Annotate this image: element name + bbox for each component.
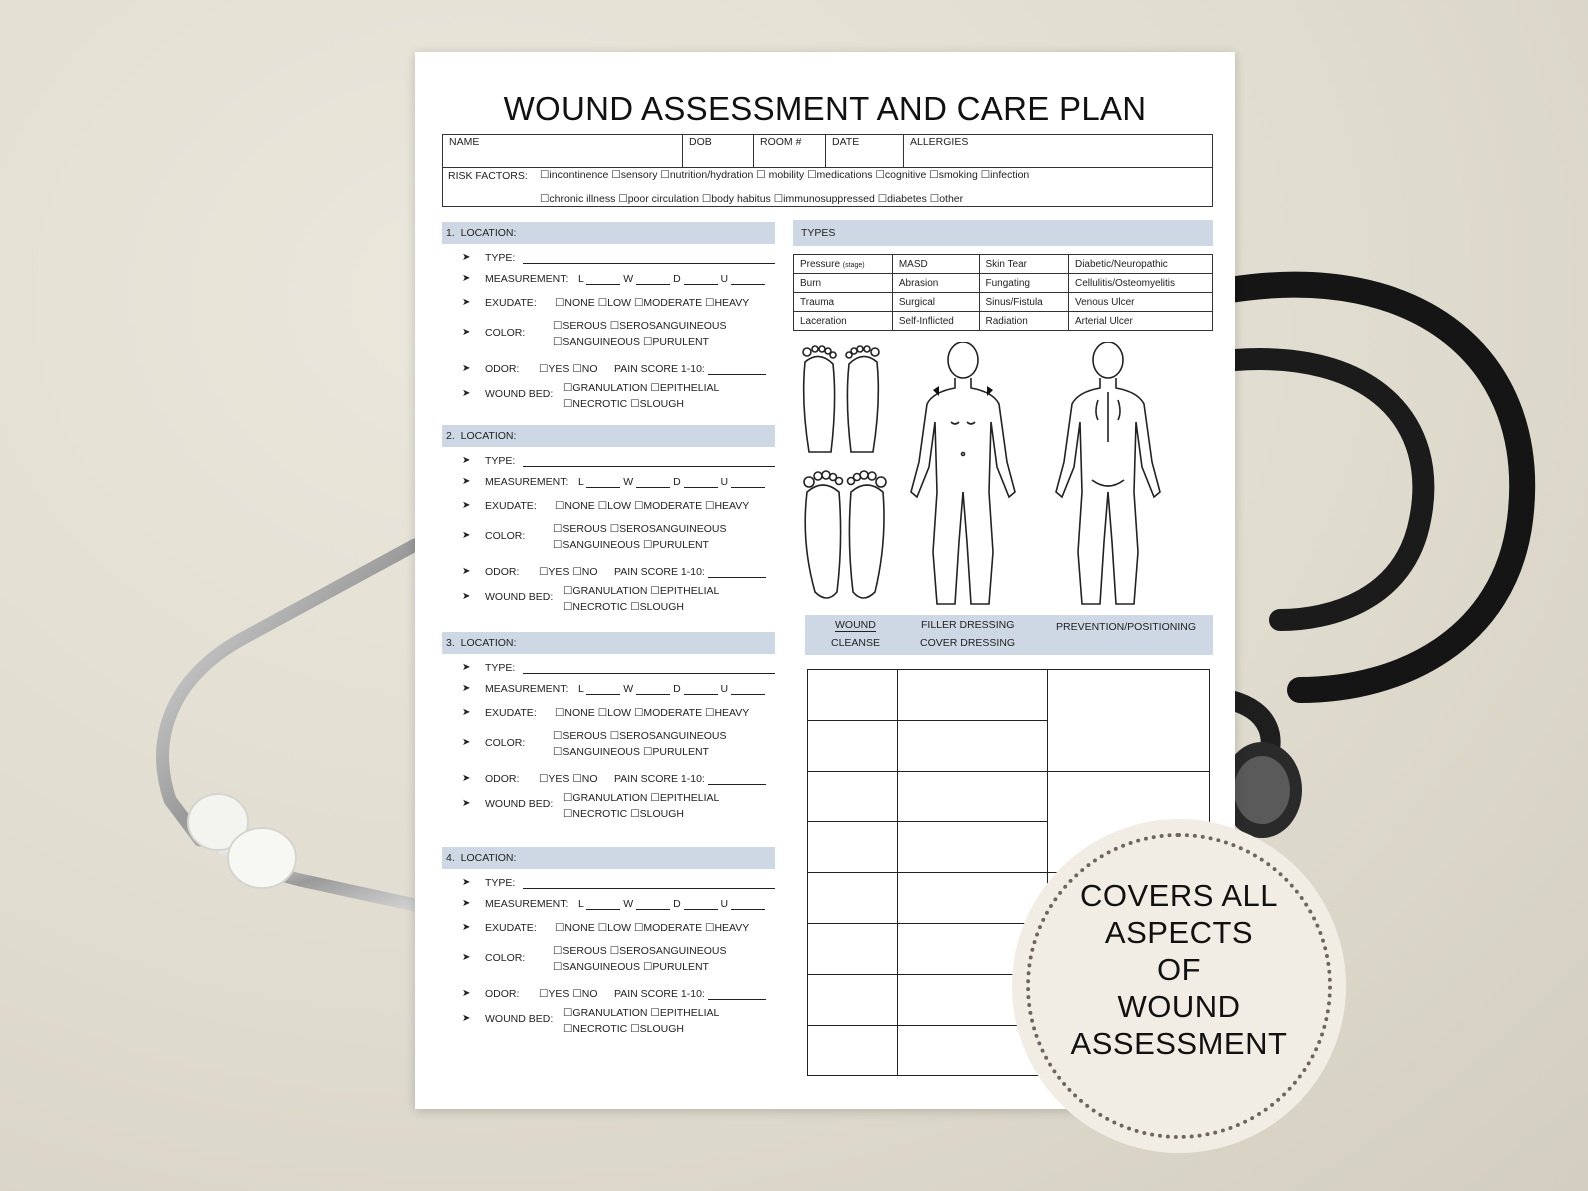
body-front-icon [911, 342, 1015, 604]
exudate-options [555, 707, 749, 719]
divider [903, 134, 904, 168]
allergies-field-label[interactable]: ALLERGIES [910, 136, 969, 148]
type-cell: Self-Inflicted [892, 312, 979, 331]
color-options-row2 [553, 746, 709, 758]
bed-slough-checkbox[interactable]: ☐ SLOUGH [630, 808, 684, 820]
risk-incontinence-checkbox[interactable]: ☐ incontinence [540, 169, 608, 181]
risk-poor-circulation-checkbox[interactable]: ☐ poor circulation [618, 193, 699, 205]
color-purulent-checkbox[interactable]: ☐ PURULENT [643, 539, 709, 551]
pain-score-field[interactable] [614, 988, 766, 1000]
exudate-heavy-checkbox[interactable]: ☐ HEAVY [705, 922, 749, 934]
bullet-arrow-icon: ➤ [462, 922, 471, 933]
risk-factors-row1 [540, 169, 1029, 181]
bed-epithelial-checkbox[interactable]: ☐ EPITHELIAL [650, 585, 719, 597]
bullet-arrow-icon: ➤ [462, 898, 471, 909]
wound-bed-row2 [563, 808, 684, 820]
bullet-arrow-icon: ➤ [462, 662, 471, 673]
risk-chronic-illness-checkbox[interactable]: ☐ chronic illness [540, 193, 615, 205]
room-field-label[interactable]: ROOM # [760, 136, 802, 148]
color-purulent-checkbox[interactable]: ☐ PURULENT [643, 336, 709, 348]
color-serous-checkbox[interactable]: ☐ SEROUS [553, 523, 607, 535]
color-label: COLOR: [485, 737, 526, 749]
pain-score-field[interactable] [614, 566, 766, 578]
wound-bed-row2 [563, 1023, 684, 1035]
bed-necrotic-checkbox[interactable]: ☐ NECROTIC [563, 808, 627, 820]
measurement-inputs[interactable]: L W D U [578, 683, 765, 695]
exudate-moderate-checkbox[interactable]: ☐ MODERATE [634, 707, 702, 719]
dob-field-label[interactable]: DOB [689, 136, 712, 148]
promo-badge [1012, 819, 1346, 1153]
care-wound-cell[interactable] [807, 923, 898, 975]
risk-smoking-checkbox[interactable]: ☐ smoking [929, 169, 978, 181]
type-cell: Surgical [892, 293, 979, 312]
bed-granulation-checkbox[interactable]: ☐ GRANULATION [563, 585, 648, 597]
care-wound-label: WOUND [835, 619, 876, 631]
type-cell: MASD [892, 255, 979, 274]
risk-medications-checkbox[interactable]: ☐ medications [807, 169, 872, 181]
bullet-arrow-icon: ➤ [462, 530, 471, 541]
form-title: WOUND ASSESSMENT AND CARE PLAN [503, 90, 1147, 127]
type-cell: Skin Tear [979, 255, 1068, 274]
exudate-low-checkbox[interactable]: ☐ LOW [598, 500, 631, 512]
type-cell: Trauma [794, 293, 893, 312]
wound-bed-row1 [563, 792, 719, 804]
pain-score-field[interactable] [614, 773, 766, 785]
exudate-label: EXUDATE: [485, 500, 537, 512]
odor-yes-checkbox[interactable]: ☐ YES [539, 773, 569, 785]
odor-label: ODOR: [485, 988, 520, 1000]
exudate-low-checkbox[interactable]: ☐ LOW [598, 707, 631, 719]
color-serosanguineous-checkbox[interactable]: ☐ SEROSANGUINEOUS [610, 945, 727, 957]
bed-necrotic-checkbox[interactable]: ☐ NECROTIC [563, 1023, 627, 1035]
color-serosanguineous-checkbox[interactable]: ☐ SEROSANGUINEOUS [610, 523, 727, 535]
measurement-inputs[interactable]: L W D U [578, 476, 765, 488]
odor-label: ODOR: [485, 773, 520, 785]
badge-line: COVERS ALL [1080, 878, 1278, 913]
exudate-options [555, 500, 749, 512]
bed-slough-checkbox[interactable]: ☐ SLOUGH [630, 398, 684, 410]
color-sanguineous-checkbox[interactable]: ☐ SANGUINEOUS [553, 961, 640, 973]
care-prevention-cell[interactable] [1047, 669, 1210, 772]
odor-yes-checkbox[interactable]: ☐ YES [539, 363, 569, 375]
exudate-low-checkbox[interactable]: ☐ LOW [598, 922, 631, 934]
color-label: COLOR: [485, 952, 526, 964]
bullet-arrow-icon: ➤ [462, 252, 471, 263]
color-purulent-checkbox[interactable]: ☐ PURULENT [643, 961, 709, 973]
type-cell: Pressure (stage) [794, 255, 893, 274]
bullet-arrow-icon: ➤ [462, 591, 471, 602]
type-cell: Burn [794, 274, 893, 293]
color-options-row1 [553, 945, 726, 957]
bullet-arrow-icon: ➤ [462, 737, 471, 748]
color-label: COLOR: [485, 530, 526, 542]
exudate-moderate-checkbox[interactable]: ☐ MODERATE [634, 500, 702, 512]
location-label: LOCATION: [460, 430, 517, 442]
color-options-row2 [553, 336, 709, 348]
odor-options [539, 566, 598, 578]
bullet-arrow-icon: ➤ [462, 388, 471, 399]
type-cell: Arterial Ulcer [1068, 312, 1212, 331]
types-header: TYPES [801, 227, 836, 239]
pain-score-label: PAIN SCORE 1-10: [614, 773, 705, 785]
badge-text [1012, 877, 1346, 1062]
exudate-moderate-checkbox[interactable]: ☐ MODERATE [634, 297, 702, 309]
bed-necrotic-checkbox[interactable]: ☐ NECROTIC [563, 398, 627, 410]
types-header-bar [793, 220, 1213, 246]
measurement-inputs[interactable]: L W D U [578, 273, 765, 285]
odor-no-checkbox[interactable]: ☐ NO [572, 363, 597, 375]
color-serous-checkbox[interactable]: ☐ SEROUS [553, 945, 607, 957]
feet-top-icon [803, 346, 879, 452]
bed-epithelial-checkbox[interactable]: ☐ EPITHELIAL [650, 382, 719, 394]
risk-factors-label: RISK FACTORS: [448, 170, 528, 182]
exudate-options [555, 922, 749, 934]
care-dressing-cell[interactable] [897, 669, 1048, 721]
section-2-location-bar[interactable]: 2. LOCATION: [442, 425, 775, 447]
color-serous-checkbox[interactable]: ☐ SEROUS [553, 320, 607, 332]
color-label: COLOR: [485, 327, 526, 339]
color-sanguineous-checkbox[interactable]: ☐ SANGUINEOUS [553, 746, 640, 758]
color-sanguineous-checkbox[interactable]: ☐ SANGUINEOUS [553, 539, 640, 551]
bullet-arrow-icon: ➤ [462, 476, 471, 487]
type-cell: Abrasion [892, 274, 979, 293]
name-field-label[interactable]: NAME [449, 136, 480, 148]
bed-slough-checkbox[interactable]: ☐ SLOUGH [630, 1023, 684, 1035]
pain-score-label: PAIN SCORE 1-10: [614, 363, 705, 375]
risk-other-checkbox[interactable]: ☐ other [930, 193, 963, 205]
exudate-heavy-checkbox[interactable]: ☐ HEAVY [705, 297, 749, 309]
color-options-row1 [553, 320, 726, 332]
wound-bed-row2 [563, 398, 684, 410]
wound-bed-row1 [563, 1007, 719, 1019]
risk-body-habitus-checkbox[interactable]: ☐ body habitus [702, 193, 771, 205]
measurement-label: MEASUREMENT: [485, 683, 569, 695]
exudate-heavy-checkbox[interactable]: ☐ HEAVY [705, 500, 749, 512]
type-input-line[interactable] [523, 252, 775, 264]
bullet-arrow-icon: ➤ [462, 363, 471, 374]
odor-options [539, 773, 598, 785]
care-wound-cell[interactable] [807, 974, 898, 1026]
color-options-row2 [553, 961, 709, 973]
risk-diabetes-checkbox[interactable]: ☐ diabetes [878, 193, 927, 205]
type-input-line[interactable] [523, 662, 775, 674]
bullet-arrow-icon: ➤ [462, 327, 471, 338]
exudate-none-checkbox[interactable]: ☐ NONE [555, 500, 595, 512]
care-wound-cell[interactable] [807, 669, 898, 721]
bullet-arrow-icon: ➤ [462, 988, 471, 999]
color-serosanguineous-checkbox[interactable]: ☐ SEROSANGUINEOUS [610, 730, 727, 742]
type-cell: Laceration [794, 312, 893, 331]
wound-bed-label: WOUND BED: [485, 388, 554, 400]
care-wound-cell[interactable] [807, 720, 898, 772]
wound-bed-label: WOUND BED: [485, 1013, 554, 1025]
feet-soles-icon [804, 471, 886, 598]
type-cell: Sinus/Fistula [979, 293, 1068, 312]
odor-options [539, 988, 598, 1000]
risk-factors-row2 [540, 193, 963, 205]
bullet-arrow-icon: ➤ [462, 798, 471, 809]
care-dressing-cell[interactable] [897, 821, 1048, 873]
color-sanguineous-checkbox[interactable]: ☐ SANGUINEOUS [553, 336, 640, 348]
risk-sensory-checkbox[interactable]: ☐ sensory [611, 169, 657, 181]
wound-types-table [793, 254, 1213, 331]
divider [753, 134, 754, 168]
type-label: TYPE: [485, 662, 516, 674]
bed-granulation-checkbox[interactable]: ☐ GRANULATION [563, 792, 648, 804]
location-label: LOCATION: [460, 852, 517, 864]
pain-score-field[interactable] [614, 363, 766, 375]
body-diagram [793, 342, 1213, 612]
wound-bed-row1 [563, 382, 719, 394]
odor-no-checkbox[interactable]: ☐ NO [572, 566, 597, 578]
odor-label: ODOR: [485, 363, 520, 375]
care-dressing-cell[interactable] [897, 771, 1048, 823]
bullet-arrow-icon: ➤ [462, 273, 471, 284]
odor-yes-checkbox[interactable]: ☐ YES [539, 988, 569, 1000]
bullet-arrow-icon: ➤ [462, 707, 471, 718]
care-cover-label: COVER DRESSING [920, 637, 1016, 649]
odor-no-checkbox[interactable]: ☐ NO [572, 773, 597, 785]
bullet-arrow-icon: ➤ [462, 683, 471, 694]
risk-nutrition-checkbox[interactable]: ☐ nutrition/hydration [660, 169, 753, 181]
odor-no-checkbox[interactable]: ☐ NO [572, 988, 597, 1000]
care-prevention-label: PREVENTION/POSITIONING [1056, 621, 1197, 633]
care-wound-cell[interactable] [807, 821, 898, 873]
type-input-line[interactable] [523, 455, 775, 467]
date-field-label[interactable]: DATE [832, 136, 860, 148]
exudate-options [555, 297, 749, 309]
type-cell: Fungating [979, 274, 1068, 293]
badge-line: ASSESSMENT [1070, 1026, 1288, 1061]
exudate-none-checkbox[interactable]: ☐ NONE [555, 707, 595, 719]
measurement-label: MEASUREMENT: [485, 476, 569, 488]
bullet-arrow-icon: ➤ [462, 1013, 471, 1024]
exudate-none-checkbox[interactable]: ☐ NONE [555, 922, 595, 934]
section-3-location-bar[interactable]: 3. LOCATION: [442, 632, 775, 654]
bullet-arrow-icon: ➤ [462, 566, 471, 577]
color-options-row1 [553, 523, 726, 535]
type-label: TYPE: [485, 877, 516, 889]
wound-bed-row1 [563, 585, 719, 597]
wound-bed-label: WOUND BED: [485, 591, 554, 603]
type-cell: Venous Ulcer [1068, 293, 1212, 312]
care-filler-label: FILLER DRESSING [921, 619, 1015, 631]
bed-granulation-checkbox[interactable]: ☐ GRANULATION [563, 1007, 648, 1019]
section-1-location-bar[interactable]: 1. LOCATION: [442, 222, 775, 244]
bullet-arrow-icon: ➤ [462, 297, 471, 308]
bullet-arrow-icon: ➤ [462, 877, 471, 888]
type-label: TYPE: [485, 455, 516, 467]
type-cell: Cellulitis/Osteomyelitis [1068, 274, 1212, 293]
exudate-moderate-checkbox[interactable]: ☐ MODERATE [634, 922, 702, 934]
bullet-arrow-icon: ➤ [462, 500, 471, 511]
measurement-label: MEASUREMENT: [485, 273, 569, 285]
location-label: LOCATION: [460, 227, 517, 239]
pain-score-label: PAIN SCORE 1-10: [614, 566, 705, 578]
color-serous-checkbox[interactable]: ☐ SEROUS [553, 730, 607, 742]
exudate-none-checkbox[interactable]: ☐ NONE [555, 297, 595, 309]
care-wound-cell[interactable] [807, 1025, 898, 1077]
color-options-row2 [553, 539, 709, 551]
section-4-location-bar[interactable]: 4. LOCATION: [442, 847, 775, 869]
patient-info-row [442, 134, 1213, 168]
risk-mobility-checkbox[interactable]: ☐ mobility [756, 169, 804, 181]
type-input-line[interactable] [523, 877, 775, 889]
bullet-arrow-icon: ➤ [462, 773, 471, 784]
type-cell: Radiation [979, 312, 1068, 331]
badge-line: ASPECTS [1104, 915, 1254, 950]
badge-line: WOUND [1117, 989, 1241, 1024]
odor-yes-checkbox[interactable]: ☐ YES [539, 566, 569, 578]
risk-immunosuppressed-checkbox[interactable]: ☐ immunosuppressed [774, 193, 875, 205]
type-label: TYPE: [485, 252, 516, 264]
bed-necrotic-checkbox[interactable]: ☐ NECROTIC [563, 601, 627, 613]
type-cell: Diabetic/Neuropathic [1068, 255, 1212, 274]
body-back-icon [1056, 342, 1160, 604]
wound-bed-row2 [563, 601, 684, 613]
wound-bed-label: WOUND BED: [485, 798, 554, 810]
care-cleanse-label: CLEANSE [831, 637, 881, 649]
bed-epithelial-checkbox[interactable]: ☐ EPITHELIAL [650, 792, 719, 804]
risk-infection-checkbox[interactable]: ☐ infection [981, 169, 1030, 181]
care-wound-cell[interactable] [807, 771, 898, 823]
bed-granulation-checkbox[interactable]: ☐ GRANULATION [563, 382, 648, 394]
measurement-label: MEASUREMENT: [485, 898, 569, 910]
odor-options [539, 363, 598, 375]
care-wound-cell[interactable] [807, 872, 898, 924]
exudate-label: EXUDATE: [485, 707, 537, 719]
care-dressing-cell[interactable] [897, 720, 1048, 772]
color-serosanguineous-checkbox[interactable]: ☐ SEROSANGUINEOUS [610, 320, 727, 332]
measurement-inputs[interactable]: L W D U [578, 898, 765, 910]
badge-line: OF [1156, 952, 1202, 987]
divider [682, 134, 683, 168]
bed-slough-checkbox[interactable]: ☐ SLOUGH [630, 601, 684, 613]
risk-cognitive-checkbox[interactable]: ☐ cognitive [875, 169, 926, 181]
bullet-arrow-icon: ➤ [462, 952, 471, 963]
odor-label: ODOR: [485, 566, 520, 578]
exudate-heavy-checkbox[interactable]: ☐ HEAVY [705, 707, 749, 719]
location-label: LOCATION: [460, 637, 517, 649]
color-purulent-checkbox[interactable]: ☐ PURULENT [643, 746, 709, 758]
bullet-arrow-icon: ➤ [462, 455, 471, 466]
exudate-low-checkbox[interactable]: ☐ LOW [598, 297, 631, 309]
bed-epithelial-checkbox[interactable]: ☐ EPITHELIAL [650, 1007, 719, 1019]
exudate-label: EXUDATE: [485, 297, 537, 309]
color-options-row1 [553, 730, 726, 742]
divider [825, 134, 826, 168]
pain-score-label: PAIN SCORE 1-10: [614, 988, 705, 1000]
exudate-label: EXUDATE: [485, 922, 537, 934]
